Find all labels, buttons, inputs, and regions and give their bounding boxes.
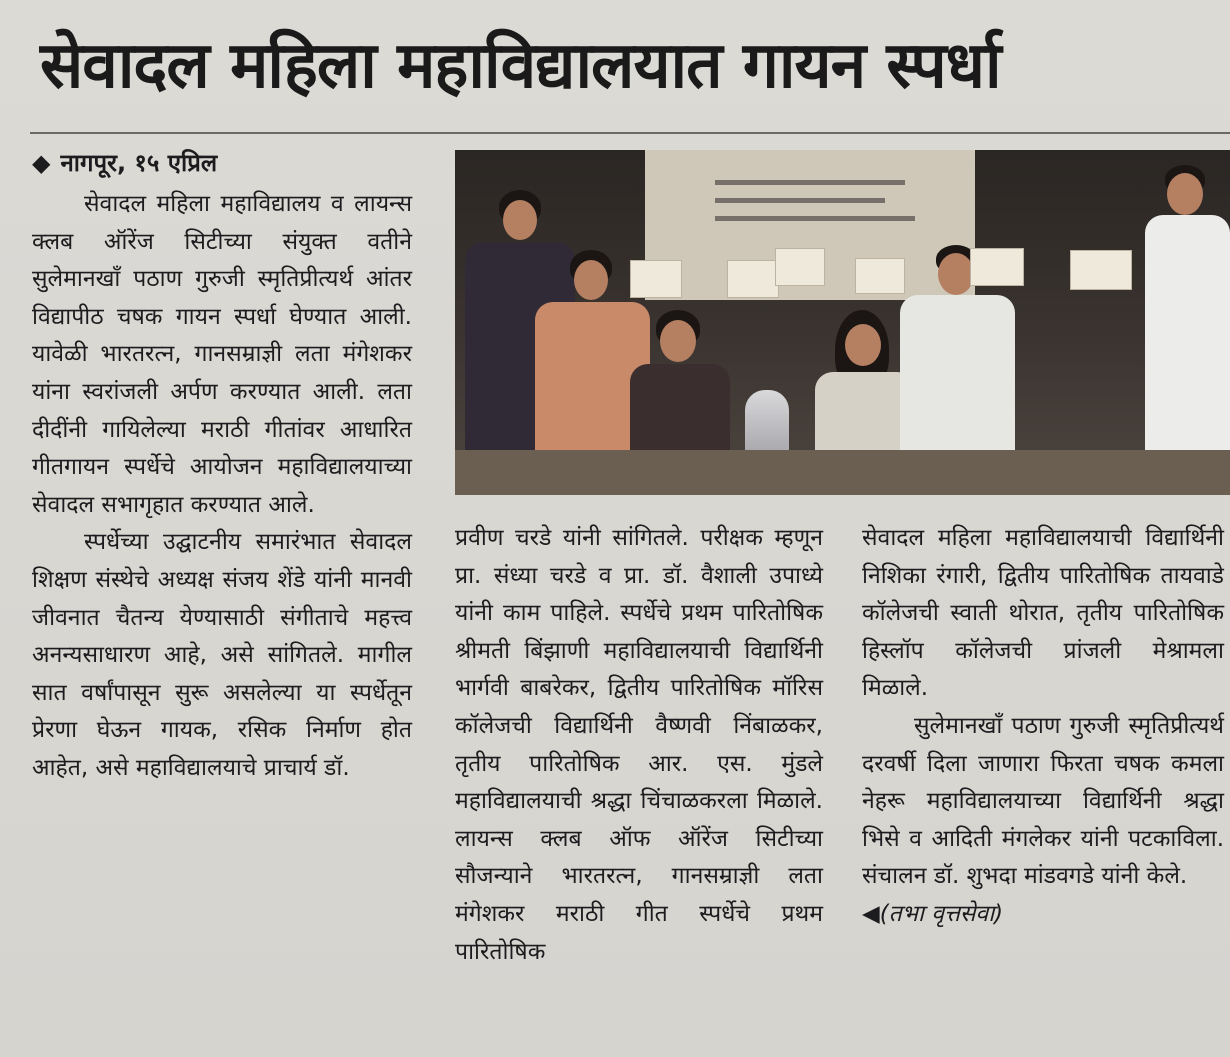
certificate [1070, 250, 1132, 290]
headline: सेवादल महिला महाविद्यालयात गायन स्पर्धा [40, 29, 1001, 103]
column-1 [32, 186, 412, 788]
headline-divider [30, 132, 1230, 134]
stage-floor [455, 450, 1230, 495]
paragraph-5: सुलेमानखाँ पठाण गुरुजी स्मृतिप्रीत्यर्थ दरवर्षी दिला जाणारा फिरता चषक कमला नेहरू महाविद्यालयाच्या विद्यार्थिनी श्रद्धा भिसे व आदिती मंगलेकर यांनी पटकाविला. संचालन डॉ. शुभदा मांडवगडे यांनी केले. [862, 712, 1224, 890]
certificate [855, 258, 905, 294]
paragraph-2: स्पर्धेच्या उद्घाटनीय समारंभात सेवादल शिक्षण संस्थेचे अध्यक्ष संजय शेंडे यांनी मानवी जीवनात चैतन्य येण्यासाठी संगीताचे महत्त्व अनन्यसाधारण आहे, असे सांगितले. मागील सात वर्षांपासून सुरू असलेल्या या स्पर्धेतून प्रेरणा घेऊन गायक, रसिक निर्माण होत आहेत, असे महाविद्यालयाचे प्राचार्य डॉ. [32, 529, 412, 781]
column-3 [862, 520, 1224, 934]
paragraph-1: सेवादल महिला महाविद्यालय व लायन्स क्लब ऑरेंज सिटीच्या संयुक्त वतीने सुलेमानखाँ पठाण गुरुजी स्मृतिप्रीत्यर्थ आंतर विद्यापीठ चषक गायन स्पर्धा घेण्यात आली. यावेळी भारतरत्न, गानसम्राज्ञी लता मंगेशकर यांना स्वरांजली अर्पण करण्यात आली. लता दीदींनी गायिलेल्या मराठी गीतांवर आधारित गीतगायन स्पर्धेचे आयोजन महाविद्यालयाच्या सेवादल सभागृहात करण्यात आले. [32, 191, 412, 518]
certificate [727, 260, 779, 298]
diamond-bullet-icon: ◆ [32, 149, 51, 177]
certificate [630, 260, 682, 298]
news-credit: ◀(तभा वृत्तसेवा) [862, 900, 1004, 927]
column-2 [455, 520, 823, 971]
dateline-text: नागपूर, १५ एप्रिल [60, 149, 218, 177]
paragraph-4: सेवादल महिला महाविद्यालयाची विद्यार्थिनी निशिका रंगारी, द्वितीय पारितोषिक तायवाडे कॉलेजची स्वाती थोरात, तृतीय पारितोषिक हिस्लॉप कॉलेजची प्रांजली मेश्रामला मिळाले. [862, 525, 1224, 702]
certificate [775, 248, 825, 286]
paragraph-3: प्रवीण चरडे यांनी सांगितले. परीक्षक म्हणून प्रा. संध्या चरडे व प्रा. डॉ. वैशाली उपाध्ये यांनी काम पाहिले. स्पर्धेचे प्रथम पारितोषिक श्रीमती बिंझाणी महाविद्यालयाची विद्यार्थिनी भार्गवी बाबरेकर, द्वितीय पारितोषिक मॉरिस कॉलेजची विद्यार्थिनी वैष्णवी निंबाळकर, तृतीय पारितोषिक आर. एस. मुंडले महाविद्यालयाची श्रद्धा चिंचाळकरला मिळाले. लायन्स क्लब ऑफ ऑरेंज सिटीच्या सौजन्याने भारतरत्न, गानसम्राज्ञी लता मंगेशकर मराठी गीत स्पर्धेचे प्रथम पारितोषिक [455, 525, 823, 965]
event-photo [455, 150, 1230, 495]
dateline [32, 146, 217, 179]
certificate [970, 248, 1024, 286]
